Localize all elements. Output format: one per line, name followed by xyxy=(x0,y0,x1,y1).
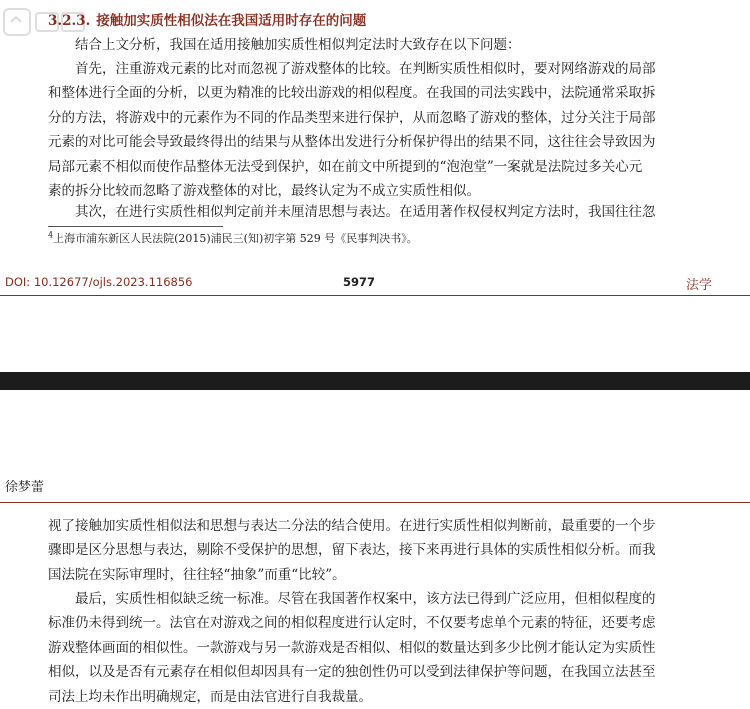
text-line: 元素的对比可能会导致最终得出的结果与从整体出发进行分析保护得出的结果不同，这往往会导致因为 xyxy=(48,134,656,151)
footnote xyxy=(48,230,418,246)
text-line: 首先，注重游戏元素的比对而忽视了游戏整体的比较。在判断实质性相似时，要对网络游戏的局部 xyxy=(75,61,656,77)
paragraph-last xyxy=(48,587,720,709)
section-heading xyxy=(48,9,366,29)
text-line: 和整体进行全面的分析，以更为精准的比较出游戏的相似程度。在我国的司法实践中，法院通常采取拆 xyxy=(48,85,656,102)
footnote-mark: 4 xyxy=(48,230,54,240)
page-number: 5977 xyxy=(343,275,376,289)
paragraph-continued xyxy=(48,514,720,587)
text-line: 相似，以及是否有元素存在相似但却因具有一定的独创性仍可以受到法律保护等问题，在我国立法甚至 xyxy=(48,664,656,681)
text-line: 其次，在进行实质性相似判定前并未厘清思想与表达。在适用著作权侵权判定方法时，我国往往忽 xyxy=(75,204,656,220)
doi-link[interactable]: DOI: 10.12677/ojls.2023.116856 xyxy=(5,275,193,289)
section-title: 接触加实质性相似法在我国适用时存在的问题 xyxy=(96,13,367,29)
page-footer xyxy=(0,275,750,291)
text-line: 局部元素不相似而使作品整体无法受到保护，如在前文中所提到的“泡泡堂”一案就是法院过多关心元 xyxy=(48,158,643,175)
text-line: 骤即是区分思想与表达，剔除不受保护的思想，留下表达，接下来再进行具体的实质性相似分析。而我 xyxy=(48,542,656,559)
text-line: 最后，实质性相似缺乏统一标准。尽管在我国著作权案中，该方法已得到广泛应用，但相似程度的 xyxy=(75,591,656,607)
section-number: 3.2.3. xyxy=(48,13,91,29)
footnote-text: 上海市浦东新区人民法院(2015)浦民三(知)初字第 529 号《民事判决书》。 xyxy=(53,232,418,245)
paragraph-first xyxy=(48,57,720,203)
header-rule xyxy=(0,502,750,503)
text-line: 游戏整体画面的相似性。一款游戏与另一款游戏是否相似、相似的数量达到多少比例才能认定为实质性 xyxy=(48,639,656,656)
running-header-author: 徐梦蕾 xyxy=(5,480,45,495)
text-line: 司法上均未作出明确规定，而是由法官进行自我裁量。 xyxy=(48,688,372,705)
journal-name: 法学 xyxy=(685,278,712,293)
text-line: 分的方法，将游戏中的元素作为不同的作品类型来进行保护，从而忽略了游戏的整体，过分关注于局部 xyxy=(48,109,656,126)
footer-rule xyxy=(0,295,750,296)
text-line: 视了接触加实质性相似法和思想与表达二分法的结合使用。在进行实质性相似判断前，最重要的一个步 xyxy=(48,518,656,534)
paragraph-intro xyxy=(48,33,720,57)
text-line: 结合上文分析，我国在适用接触加实质性相似判定法时大致存在以下问题： xyxy=(75,37,521,53)
bottom-page xyxy=(0,390,750,709)
paragraph-second xyxy=(48,200,720,224)
text-line: 素的拆分比较而忽略了游戏整体的对比，最终认定为不成立实质性相似。 xyxy=(48,183,480,200)
text-line: 国法院在实际审理时，往往轻“抽象”而重“比较”。 xyxy=(48,566,346,583)
footnote-rule xyxy=(48,226,223,227)
page-divider xyxy=(0,372,750,390)
text-line: 标准仍未得到统一。法官在对游戏之间的相似程度进行认定时，不仅要考虑单个元素的特征，还要考虑 xyxy=(48,615,656,632)
